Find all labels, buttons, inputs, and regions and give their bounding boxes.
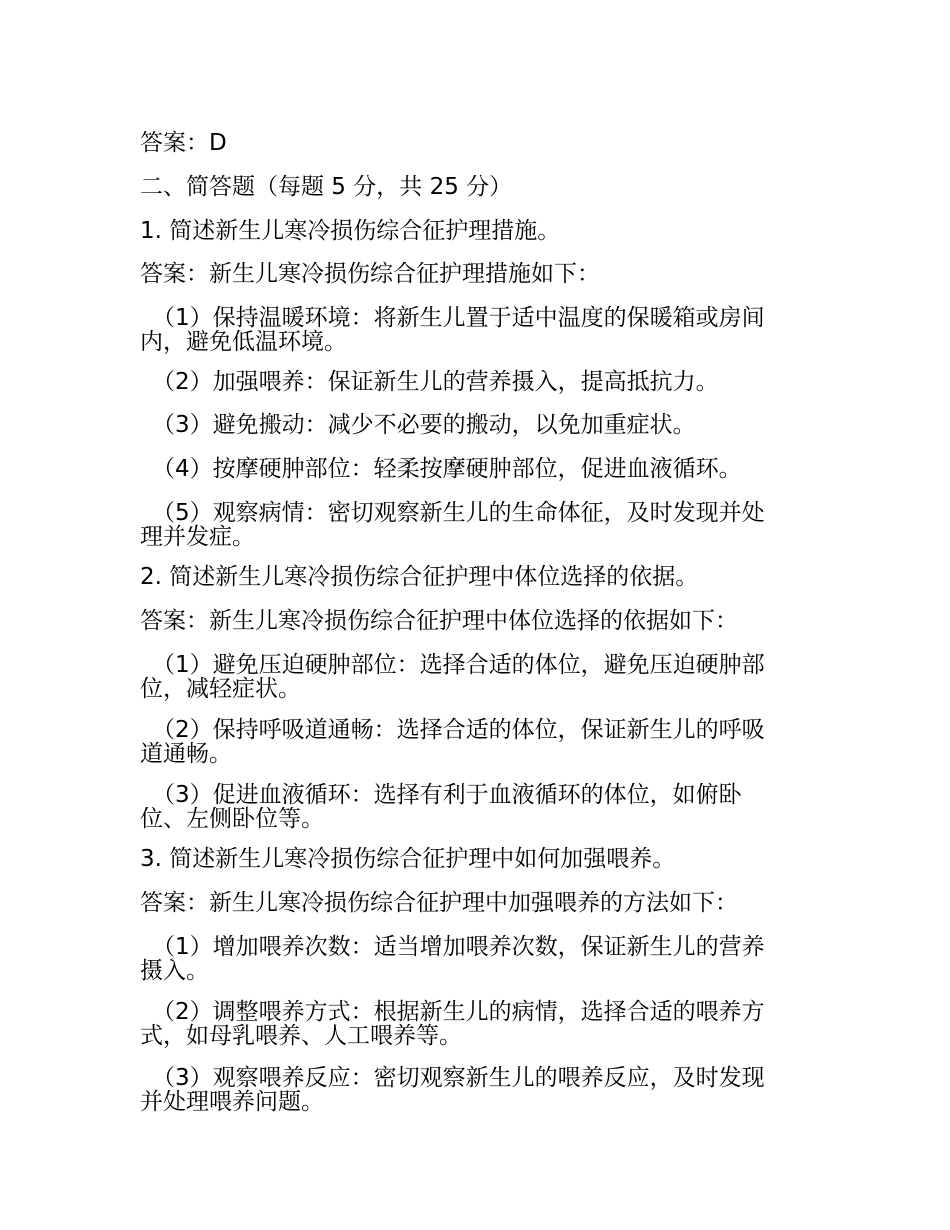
answer-1-item-1 [140,306,805,354]
answer-3-item-1-line1: （1）增加喂养次数：适当增加喂养次数，保证新生儿的营养 [152,934,765,960]
answer-3-item-3 [140,1066,805,1114]
answer-3-item-2 [140,1000,805,1048]
answer-2-item-1-line1: （1）避免压迫硬肿部位：选择合适的体位，避免压迫硬肿部 [152,652,765,678]
answer-2-item-1 [140,653,805,701]
section-title: 二、简答题（每题 5 分，共 25 分） [140,174,513,200]
answer-1-item-3 [140,413,805,437]
previous-answer: 答案：D [140,130,227,156]
answer-1-item-3-line1: （3）避免搬动：减少不必要的搬动，以免加重症状。 [152,412,696,438]
answer-1-item-1-line1: （1）保持温暖环境：将新生儿置于适中温度的保暖箱或房间 [152,305,765,331]
answer-2-item-3 [140,783,805,831]
answer-1-item-5-line2: 理并发症。 [140,524,255,550]
answer-2-item-2-line1: （2）保持呼吸道通畅：选择合适的体位，保证新生儿的呼吸 [152,717,765,743]
answer-2-item-1-line2: 位，减轻症状。 [140,676,301,702]
answer-1-item-2 [140,370,805,394]
answer-3-item-1-line2: 摄入。 [140,958,209,984]
answer-3-item-3-line1: （3）观察喂养反应：密切观察新生儿的喂养反应，及时发现 [152,1065,765,1091]
answer-1-intro: 答案：新生儿寒冷损伤综合征护理措施如下： [140,261,600,287]
answer-2-item-2 [140,718,805,766]
answer-3-item-3-line2: 并处理喂养问题。 [140,1089,324,1115]
answer-1-item-5-line1: （5）观察病情：密切观察新生儿的生命体征，及时发现并处 [152,500,765,526]
answer-3-item-2-line2: 式，如母乳喂养、人工喂养等。 [140,1023,462,1049]
answer-3-item-2-line1: （2）调整喂养方式：根据新生儿的病情，选择合适的喂养方 [152,999,765,1025]
question-3: 3. 简述新生儿寒冷损伤综合征护理中如何加强喂养。 [140,846,676,872]
question-2: 2. 简述新生儿寒冷损伤综合征护理中体位选择的依据。 [140,564,699,590]
answer-1-item-4-line1: （4）按摩硬肿部位：轻柔按摩硬肿部位，促进血液循环。 [152,456,742,482]
answer-1-item-4 [140,457,805,481]
answer-2-intro: 答案：新生儿寒冷损伤综合征护理中体位选择的依据如下： [140,608,738,634]
answer-3-intro: 答案：新生儿寒冷损伤综合征护理中加强喂养的方法如下： [140,890,738,916]
answer-3-item-1 [140,935,805,983]
answer-2-item-3-line2: 位、左侧卧位等。 [140,806,324,832]
answer-1-item-1-line2: 内，避免低温环境。 [140,329,347,355]
answer-1-item-5 [140,501,805,549]
answer-2-item-2-line2: 道通畅。 [140,741,232,767]
answer-1-item-2-line1: （2）加强喂养：保证新生儿的营养摄入，提高抵抗力。 [152,369,719,395]
question-1: 1. 简述新生儿寒冷损伤综合征护理措施。 [140,218,561,244]
answer-2-item-3-line1: （3）促进血液循环：选择有利于血液循环的体位，如俯卧 [152,782,742,808]
